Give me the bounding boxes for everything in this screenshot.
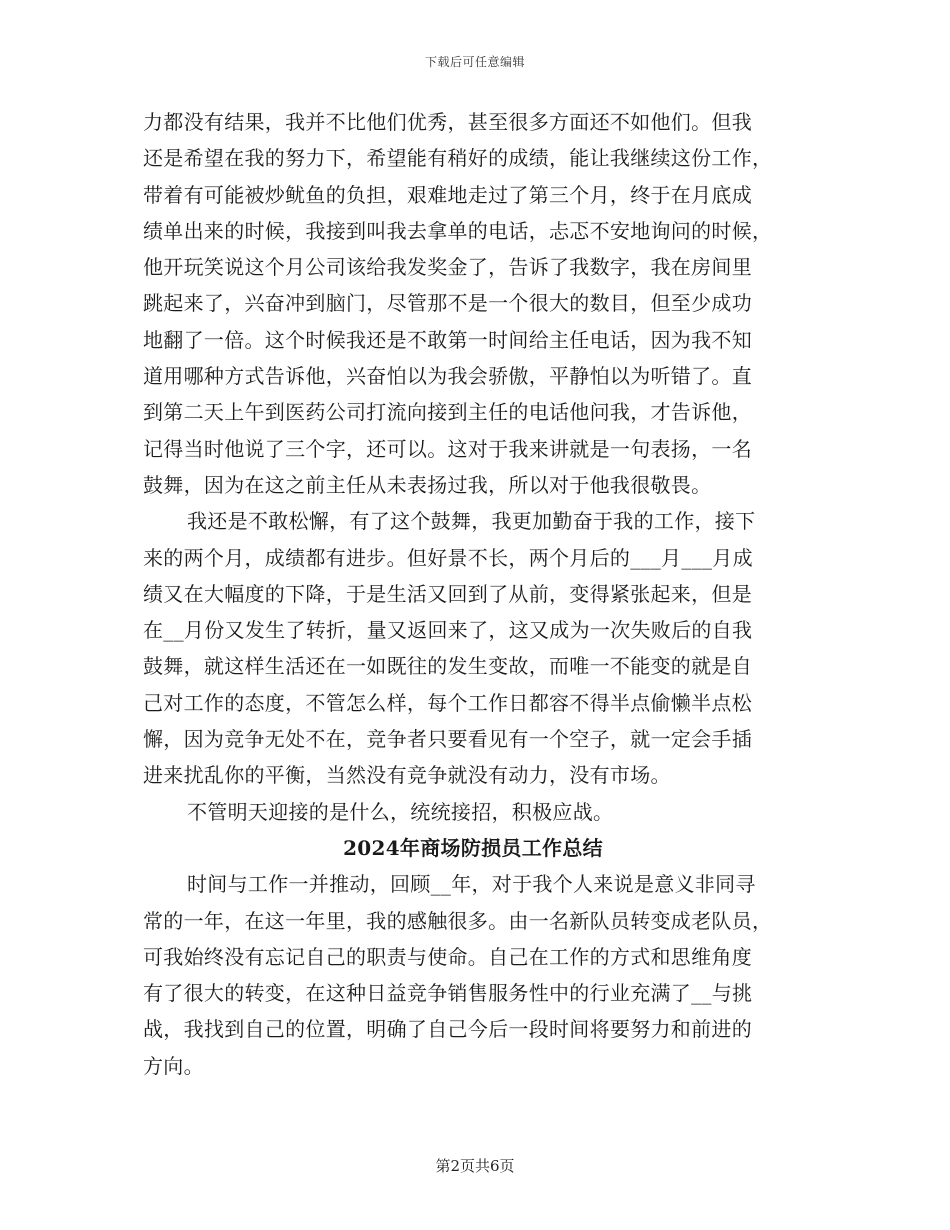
text-line: 时间与工作一并推动，回顾__年，对于我个人来说是意义非同寻 bbox=[187, 872, 756, 897]
text-line: 方向。 bbox=[143, 1053, 204, 1078]
paragraph-4 bbox=[143, 866, 803, 1084]
text-line: 进来扰乱你的平衡，当然没有竞争就没有动力，没有市场。 bbox=[143, 763, 671, 788]
text-line: 有了很大的转变，在这种日益竞争销售服务性中的行业充满了__与挑 bbox=[143, 981, 753, 1006]
section-title: 2024年商场防损员工作总结 bbox=[343, 835, 603, 860]
text-line: 在__月份又发生了转折，量又返回来了，这又成为一次失败后的自我 bbox=[143, 618, 753, 643]
text-line: 战，我找到自己的位置，明确了自己今后一段时间将要努力和前进的 bbox=[143, 1017, 752, 1042]
text-line: 还是希望在我的努力下，希望能有稍好的成绩，能让我继续这份工作， bbox=[143, 146, 773, 171]
text-line: 力都没有结果，我并不比他们优秀，甚至很多方面还不如他们。但我 bbox=[143, 110, 752, 134]
text-line: 我还是不敢松懈，有了这个鼓舞，我更加勤奋于我的工作，接下 bbox=[187, 509, 756, 534]
text-line: 可我始终没有忘记自己的职责与使命。自己在工作的方式和思维角度 bbox=[143, 944, 752, 969]
text-line: 地翻了一倍。这个时候我还是不敢第一时间给主任电话，因为我不知 bbox=[143, 327, 752, 352]
text-line: 他开玩笑说这个月公司该给我发奖金了，告诉了我数字，我在房间里 bbox=[143, 255, 752, 280]
document-body bbox=[143, 104, 803, 1084]
page-header: 下载后可任意编辑 bbox=[424, 55, 525, 69]
text-line: 绩单出来的时候，我接到叫我去拿单的电话，忐忑不安地询问的时候， bbox=[143, 218, 773, 243]
text-line: 不管明天迎接的是什么，统统接招，积极应战。 bbox=[187, 799, 614, 824]
text-line: 带着有可能被炒鱿鱼的负担，艰难地走过了第三个月，终于在月底成 bbox=[143, 182, 752, 207]
text-line: 记得当时他说了三个字，还可以。这对于我来讲就是一句表扬，一名 bbox=[143, 436, 752, 461]
text-line: 来的两个月，成绩都有进步。但好景不长，两个月后的___月___月成 bbox=[143, 545, 753, 570]
text-line: 跳起来了，兴奋冲到脑门，尽管那不是一个很大的数目，但至少成功 bbox=[143, 291, 752, 316]
page-number: 第2页共6页 bbox=[435, 1157, 515, 1175]
paragraph-2 bbox=[143, 503, 803, 793]
paragraph-3 bbox=[143, 794, 803, 830]
paragraph-1 bbox=[143, 104, 803, 503]
text-line: 到第二天上午到医药公司打流向接到主任的电话他问我，才告诉他， bbox=[143, 400, 752, 425]
text-line: 鼓舞，就这样生活还在一如既往的发生变故，而唯一不能变的就是自 bbox=[143, 654, 752, 679]
text-line: 己对工作的态度，不管怎么样，每个工作日都容不得半点偷懒半点松 bbox=[143, 690, 752, 715]
text-line: 常的一年，在这一年里，我的感触很多。由一名新队员转变成老队员， bbox=[143, 908, 773, 933]
text-line: 鼓舞，因为在这之前主任从未表扬过我，所以对于他我很敬畏。 bbox=[143, 472, 712, 497]
text-line: 懈，因为竞争无处不在，竞争者只要看见有一个空子，就一定会手插 bbox=[143, 727, 752, 752]
text-line: 道用哪种方式告诉他，兴奋怕以为我会骄傲，平静怕以为听错了。直 bbox=[143, 364, 752, 389]
text-line: 绩又在大幅度的下降，于是生活又回到了从前，变得紧张起来，但是 bbox=[143, 581, 752, 606]
